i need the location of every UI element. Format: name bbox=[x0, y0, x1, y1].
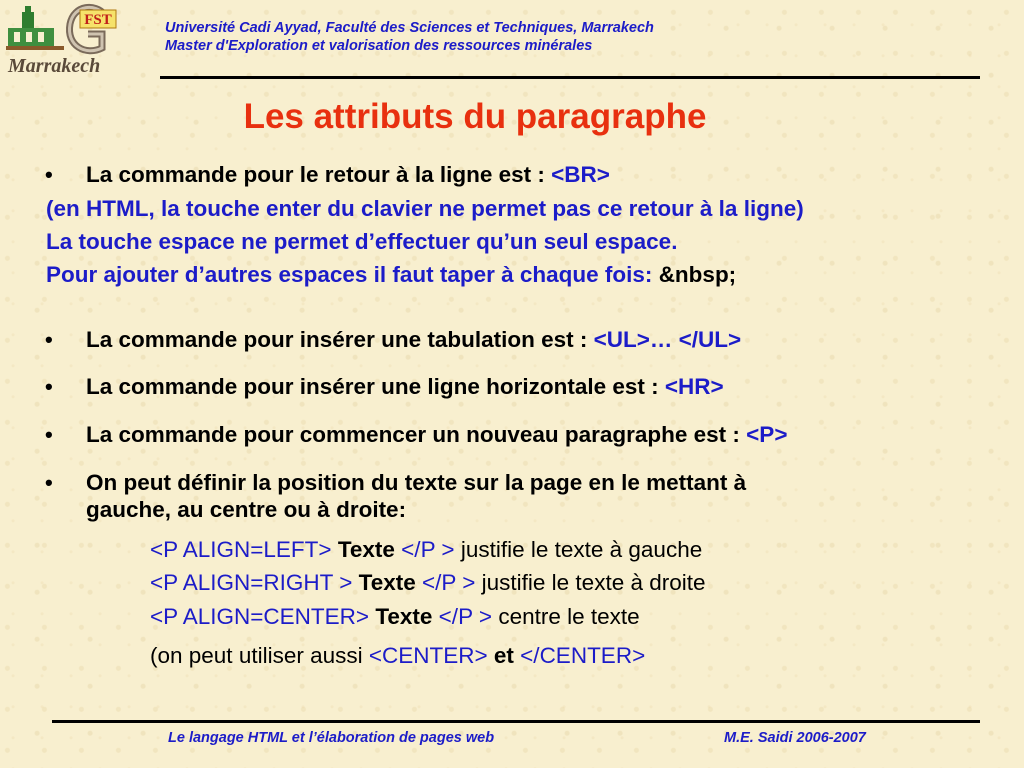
item-2-text: La commande pour insérer une tabulation est : bbox=[86, 327, 594, 352]
example-right bbox=[150, 570, 706, 596]
institution-header bbox=[165, 19, 654, 55]
item-4-line bbox=[86, 422, 787, 448]
example-left bbox=[150, 537, 702, 563]
alt-note-prefix: (on peut utiliser aussi bbox=[150, 643, 369, 668]
example-left-open: <P ALIGN=LEFT> bbox=[150, 537, 332, 562]
item-1-note-1: (en HTML, la touche enter du clavier ne permet pas ce retour à la ligne) bbox=[46, 196, 804, 221]
item-1-note-3-line bbox=[46, 262, 736, 288]
example-right-word: Texte bbox=[352, 570, 422, 595]
example-right-close: </P > bbox=[422, 570, 476, 595]
bullet-3: • bbox=[45, 374, 53, 399]
example-center-open: <P ALIGN=CENTER> bbox=[150, 604, 370, 629]
item-4-text: La commande pour commencer un nouveau paragraphe est : bbox=[86, 422, 747, 447]
item-3-tag: <HR> bbox=[664, 374, 724, 399]
bullet-2: • bbox=[45, 327, 53, 352]
item-1-tag: <BR> bbox=[551, 162, 610, 187]
alt-note bbox=[150, 643, 645, 669]
institution-line-2: Master d'Exploration et valorisation des ressources minérales bbox=[165, 38, 593, 54]
footer-author-year: M.E. Saidi 2006-2007 bbox=[724, 730, 866, 746]
example-center-close: </P > bbox=[438, 604, 493, 629]
header-divider bbox=[160, 76, 980, 79]
example-center-desc: centre le texte bbox=[492, 604, 640, 629]
example-center bbox=[150, 604, 640, 630]
item-4-tag: <P> bbox=[746, 422, 788, 447]
alt-note-open: <CENTER> bbox=[368, 643, 488, 668]
example-right-desc: justifie le texte à droite bbox=[475, 570, 706, 595]
bullet-1: • bbox=[45, 162, 53, 187]
item-1-note-3: Pour ajouter d’autres espaces il faut taper à chaque fois: bbox=[46, 262, 659, 287]
logo-badge-text: FST bbox=[84, 12, 112, 28]
item-2-tag: <UL>… </UL> bbox=[593, 327, 742, 352]
item-5-line-2: gauche, au centre ou à droite: bbox=[86, 497, 407, 522]
item-1-text: La commande pour le retour à la ligne est : bbox=[86, 162, 552, 187]
bullet-4: • bbox=[45, 422, 53, 447]
example-left-desc: justifie le texte à gauche bbox=[454, 537, 703, 562]
item-3-text: La commande pour insérer une ligne horizontale est : bbox=[86, 374, 665, 399]
item-1-note-2: La touche espace ne permet d’effectuer qu’un seul espace. bbox=[46, 229, 678, 254]
fst-marrakech-logo bbox=[4, 2, 118, 76]
example-left-close: </P > bbox=[401, 537, 455, 562]
example-left-word: Texte bbox=[331, 537, 402, 562]
item-1-line bbox=[86, 162, 610, 188]
footer-course-title: Le langage HTML et l’élaboration de pages web bbox=[168, 730, 495, 746]
alt-note-close: </CENTER> bbox=[520, 643, 646, 668]
example-center-word: Texte bbox=[369, 604, 439, 629]
bullet-5: • bbox=[45, 470, 53, 495]
item-5-line-1: On peut définir la position du texte sur la page en le mettant à bbox=[86, 470, 747, 495]
footer-divider bbox=[52, 720, 980, 723]
institution-line-1: Université Cadi Ayyad, Faculté des Sciences et Techniques, Marrakech bbox=[165, 20, 654, 36]
slide-title: Les attributs du paragraphe bbox=[243, 97, 707, 136]
alt-note-mid: et bbox=[487, 643, 521, 668]
item-1-note-3-code: &nbsp; bbox=[658, 262, 737, 287]
item-2-line bbox=[86, 327, 741, 353]
example-right-open: <P ALIGN=RIGHT > bbox=[150, 570, 353, 595]
item-3-line bbox=[86, 374, 724, 400]
logo-city-text: Marrakech bbox=[8, 55, 101, 76]
